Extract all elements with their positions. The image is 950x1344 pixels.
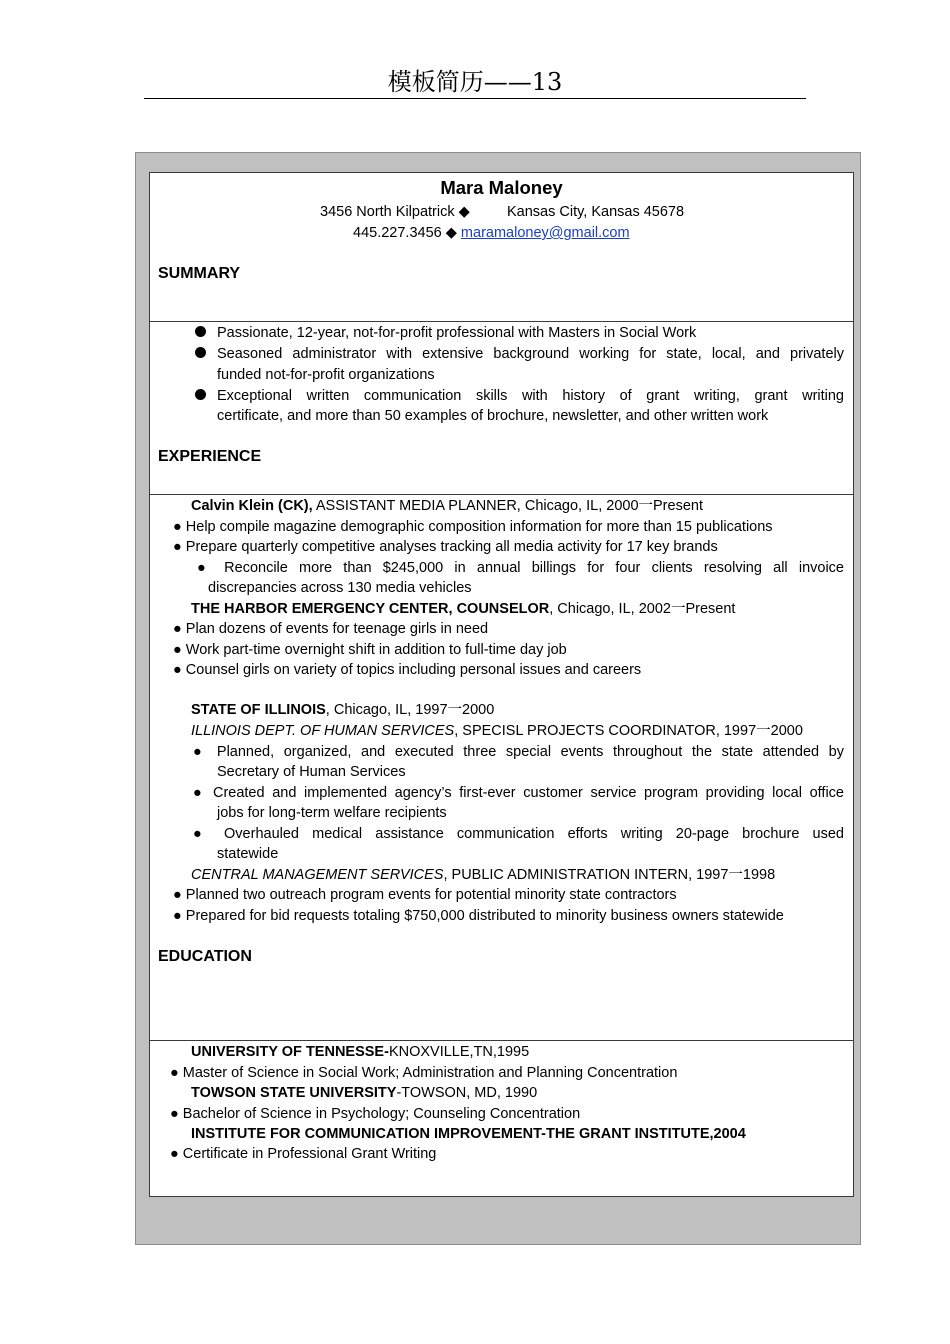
job-title-line — [191, 496, 703, 516]
job-details: ASSISTANT MEDIA PLANNER, Chicago, IL, 2000一Present — [312, 498, 703, 514]
sub-role-line — [191, 865, 775, 885]
degree-line: ● Master of Science in Social Work; Administration and Planning Concentration — [170, 1065, 678, 1081]
bullet-icon — [195, 389, 206, 400]
school-name: TOWSON STATE UNIVERSITY — [191, 1085, 397, 1101]
job-bullet: ● Planned, organized, and executed three special events throughout the state attended by — [193, 744, 844, 760]
summary-item: Seasoned administrator with extensive background working for state, local, and privately — [217, 346, 844, 362]
employer-name: STATE OF ILLINOIS — [191, 702, 326, 718]
resume-sheet — [149, 172, 854, 1197]
employer-name: Calvin Klein (CK), — [191, 498, 313, 514]
school-name: UNIVERSITY OF TENNESSE- — [191, 1044, 389, 1060]
experience-heading: EXPERIENCE — [158, 448, 262, 465]
city-state-zip: Kansas City, Kansas 45678 — [507, 204, 685, 220]
job-bullet: ● Work part-time overnight shift in addition to full-time day job — [173, 642, 567, 658]
street-address: 3456 North Kilpatrick ◆ — [320, 204, 470, 220]
job-details: , Chicago, IL, 2002一Present — [549, 601, 736, 617]
bullet-icon — [195, 326, 206, 337]
sub-role-details: , PUBLIC ADMINISTRATION INTERN, 1997一1998 — [443, 867, 776, 883]
job-bullet: ● Planned two outreach program events for potential minority state contractors — [173, 887, 677, 903]
school-line — [191, 1083, 537, 1103]
job-bullet: ● Plan dozens of events for teenage girls in need — [173, 621, 489, 637]
job-bullet-continued: Secretary of Human Services — [217, 764, 406, 780]
education-heading: EDUCATION — [158, 948, 252, 965]
title-rule — [144, 98, 806, 99]
school-name: INSTITUTE FOR COMMUNICATION IMPROVEMENT-THE GRANT INSTITUTE,2004 — [191, 1126, 746, 1142]
summary-heading: SUMMARY — [158, 265, 241, 282]
summary-divider — [150, 321, 853, 322]
degree-line: ● Certificate in Professional Grant Writing — [170, 1146, 437, 1162]
school-line — [191, 1124, 746, 1144]
school-place: KNOXVILLE,TN,1995 — [388, 1044, 530, 1060]
document-title: 模板简历——13 — [387, 68, 563, 96]
summary-item: Passionate, 12-year, not-for-profit professional with Masters in Social Work — [217, 325, 697, 341]
sub-role-details: , SPECISL PROJECTS COORDINATOR, 1997一2000 — [454, 723, 803, 739]
address-line — [320, 202, 470, 222]
summary-item-continued: funded not-for-profit organizations — [217, 367, 435, 383]
experience-divider — [150, 494, 853, 495]
department-name: CENTRAL MANAGEMENT SERVICES — [191, 867, 444, 883]
sub-role-line — [191, 721, 803, 741]
employer-name: THE HARBOR EMERGENCY CENTER, COUNSELOR — [191, 601, 550, 617]
education-divider — [150, 1040, 853, 1041]
job-bullet: ● Help compile magazine demographic composition information for more than 15 publications — [173, 519, 773, 535]
job-bullet: ● Counsel girls on variety of topics including personal issues and careers — [173, 662, 642, 678]
department-name: ILLINOIS DEPT. OF HUMAN SERVICES — [191, 723, 455, 739]
candidate-name: Mara Maloney — [440, 177, 563, 198]
job-bullet-continued: discrepancies across 130 media vehicles — [208, 580, 472, 596]
job-title-line — [191, 599, 735, 619]
job-title-line — [191, 700, 494, 720]
phone-number: 445.227.3456 ◆ — [353, 225, 457, 241]
job-bullet: ● Prepare quarterly competitive analyses tracking all media activity for 17 key brands — [173, 539, 718, 555]
contact-line — [353, 223, 630, 243]
bullet-icon — [195, 347, 206, 358]
job-bullet: ● Overhauled medical assistance communication efforts writing 20-page brochure used — [193, 826, 844, 842]
job-bullet: ● Created and implemented agency’s first-ever customer service program providing local office — [193, 785, 844, 801]
job-bullet: ● Prepared for bid requests totaling $750,000 distributed to minority business owners statewide — [173, 908, 784, 924]
summary-item: Exceptional written communication skills with history of grant writing, grant writing — [217, 388, 844, 404]
job-bullet-continued: statewide — [217, 846, 279, 862]
summary-item-continued: certificate, and more than 50 examples of brochure, newsletter, and other written work — [217, 408, 769, 424]
school-line — [191, 1042, 529, 1062]
job-bullet: ● Reconcile more than $245,000 in annual billings for four clients resolving all invoice — [197, 560, 844, 576]
email-link[interactable]: maramaloney@gmail.com — [460, 225, 630, 241]
school-place: -TOWSON, MD, 1990 — [396, 1085, 538, 1101]
job-details: , Chicago, IL, 1997一2000 — [325, 702, 495, 718]
degree-line: ● Bachelor of Science in Psychology; Counseling Concentration — [170, 1106, 581, 1122]
job-bullet-continued: jobs for long-term welfare recipients — [217, 805, 447, 821]
